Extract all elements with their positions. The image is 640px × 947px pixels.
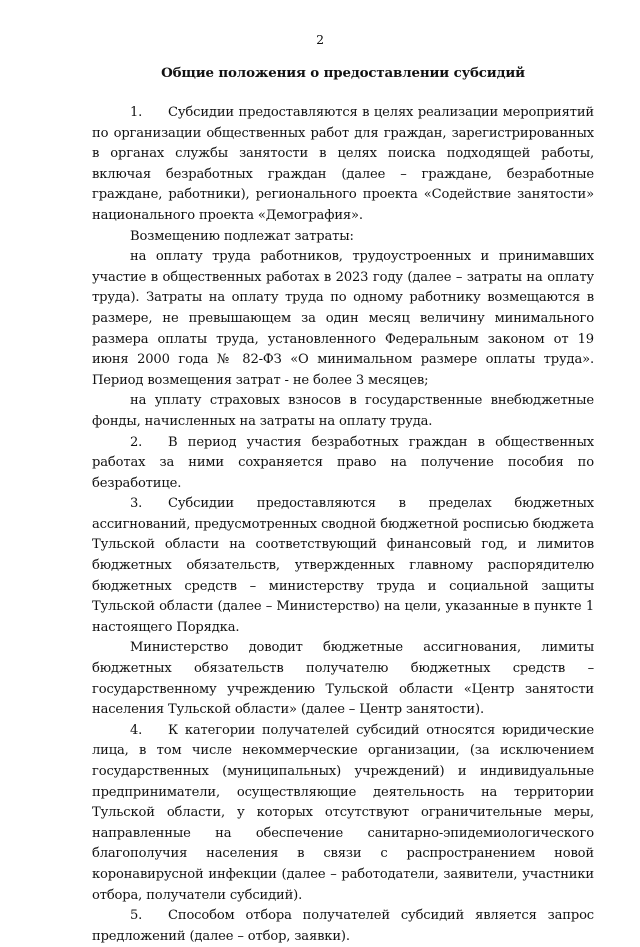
paragraph-1a: Возмещению подлежат затраты: xyxy=(130,228,354,244)
paragraph-number: 2. xyxy=(130,434,143,450)
paragraph-text: Способом отбора получателей субсидий является запрос предложений (далее – отбор, заявки). xyxy=(92,908,594,944)
paragraph-text: Субсидии предоставляются в пределах бюджетных ассигнований, предусмотренных сводной бюджетной росписью бюджета Тульской области на соответствующий финансовый год, и лимитов бюджетных обязательств, утвержденных главному распорядителю бюджетных средств – министерству труда и социальной защиты Тульской области (далее – Министерство) на цели, указанные в пункте 1 настоящего Порядка. xyxy=(92,496,594,635)
paragraph-number: 1. xyxy=(130,105,143,120)
paragraph-2 xyxy=(92,433,594,495)
paragraph-1c: на уплату страховых взносов в государственные внебюджетные фонды, начисленных на затраты на оплату труда. xyxy=(92,393,594,429)
paragraph-3 xyxy=(92,494,594,638)
paragraph-number: 3. xyxy=(130,496,143,512)
paragraph-1b: на оплату труда работников, трудоустроенных и принимавших участие в общественных работах в 2023 году (далее – затраты на оплату труда). Затраты на оплату труда по одному работнику возмещаются в размере, не превышающем за один месяц величину минимального размера оплаты труда, установленного Федеральным законом от 19 июня 2000 года № 82-ФЗ «О минимальном размере оплаты труда». Период возмещения затрат - не более 3 месяцев; xyxy=(92,249,594,388)
paragraph-number: 4. xyxy=(130,722,143,738)
paragraph-number: 5. xyxy=(130,908,143,924)
section-title: Общие положения о предоставлении субсидий xyxy=(161,65,525,81)
paragraph-3a: Министерство доводит бюджетные ассигнования, лимиты бюджетных обязательств получателю бюджетных средств – государственному учреждению Тульской области «Центр занятости населения Тульской области» (далее – Центр занятости). xyxy=(92,640,594,718)
paragraph-text: Субсидии предоставляются в целях реализации мероприятий по организации общественных работ для граждан, зарегистрированных в органах службы занятости в целях поиска подходящей работы, включая безработных граждан (далее – граждане, безработные граждане, работники), регионального проекта «Содействие занятости» национального проекта «Демография». xyxy=(92,105,594,223)
paragraph-5 xyxy=(92,906,594,947)
paragraph-4 xyxy=(92,721,594,906)
paragraph-text: В период участия безработных граждан в общественных работах за ними сохраняется право на получение пособия по безработице. xyxy=(92,434,594,491)
paragraph-text: К категории получателей субсидий относятся юридические лица, в том числе некоммерческие организации, (за исключением государственных (муниципальных) учреждений) и индивидуальные предприниматели, осуществляющие деятельность на территории Тульской области, у которых отсутствуют ограничительные меры, направленные на обеспечение санитарно-эпидемиологического благополучия населения в связи с распространением новой коронавирусной инфекции (далее – работодатели, заявители, участники отбора, получатели субсидий). xyxy=(92,722,594,903)
paragraph-1 xyxy=(92,103,594,227)
page-number: 2 xyxy=(316,32,324,47)
document-body xyxy=(92,103,594,947)
